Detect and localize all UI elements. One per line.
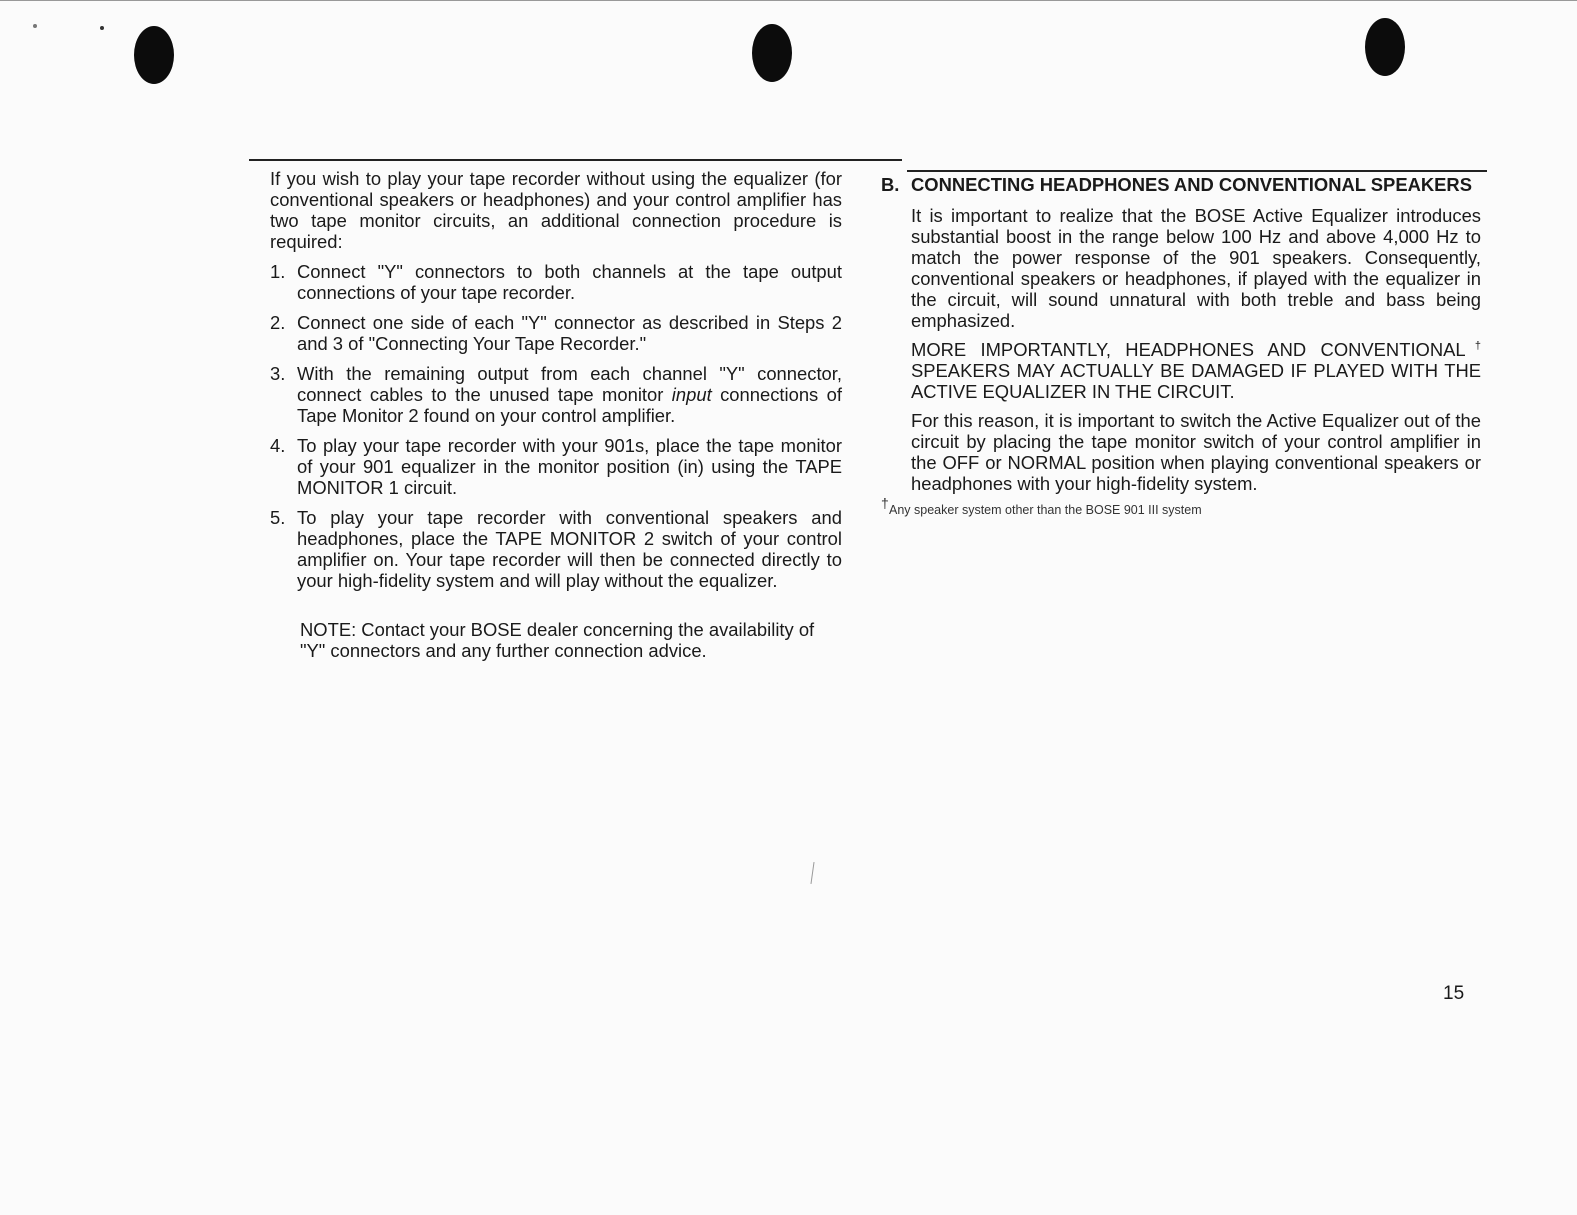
step-text-italic: input bbox=[671, 384, 712, 405]
warning-text-end: SPEAKERS MAY ACTUALLY BE DAMAGED IF PLAYED WITH THE ACTIVE EQUALIZER IN THE CIRCUIT. bbox=[911, 360, 1481, 402]
binder-hole-left bbox=[134, 26, 174, 84]
footnote-dagger: † bbox=[881, 495, 889, 511]
procedure-steps bbox=[270, 261, 842, 591]
step-number: 1. bbox=[270, 261, 286, 282]
page-number: 15 bbox=[1443, 983, 1465, 1004]
speck-mark bbox=[100, 26, 104, 30]
step-item bbox=[270, 312, 842, 354]
step-text: Connect "Y" connectors to both channels at the tape output connections of your tape recorder. bbox=[297, 261, 842, 303]
section-title: CONNECTING HEADPHONES AND CONVENTIONAL SPEAKERS bbox=[911, 174, 1472, 195]
step-number: 3. bbox=[270, 363, 286, 384]
note-text: NOTE: Contact your BOSE dealer concerning the availability of "Y" connectors and any further connection advice. bbox=[300, 619, 815, 661]
section-letter: B. bbox=[881, 174, 900, 195]
step-text-before: With the remaining output from each channel "Y" connector, connect cables to the unused tape monitor bbox=[297, 363, 842, 405]
footnote-text: Any speaker system other than the BOSE 901 III system bbox=[889, 503, 1202, 517]
note-block bbox=[300, 619, 842, 661]
step-item bbox=[270, 363, 842, 426]
left-column bbox=[270, 168, 842, 661]
dagger-mark: † bbox=[1465, 340, 1481, 352]
binder-hole-right bbox=[1365, 18, 1405, 76]
footnote bbox=[881, 495, 1481, 518]
warning-paragraph bbox=[881, 339, 1481, 402]
top-rule-left bbox=[249, 159, 902, 161]
step-item bbox=[270, 435, 842, 498]
top-border bbox=[0, 0, 1577, 1]
step-text: To play your tape recorder with your 901s, place the tape monitor of your 901 equalizer in the monitor position (in) using the TAPE MONITOR 1 circuit. bbox=[297, 435, 842, 498]
step-item bbox=[270, 507, 842, 591]
step-number: 4. bbox=[270, 435, 286, 456]
intro-paragraph: If you wish to play your tape recorder without using the equalizer (for conventional speakers or headphones) and your control amplifier has two tape monitor circuits, an additional connection procedure is required: bbox=[270, 168, 842, 252]
stray-mark bbox=[810, 862, 814, 884]
step-item bbox=[270, 261, 842, 303]
step-text-after: connections of Tape Monitor 2 found on your control amplifier. bbox=[297, 384, 842, 426]
speck-mark bbox=[33, 24, 37, 28]
step-text: To play your tape recorder with conventional speakers and headphones, place the TAPE MONITOR 2 switch of your control amplifier on. Your tape recorder will then be connected directly to your high-fidelity system and will play without the equalizer. bbox=[297, 507, 842, 591]
warning-text-start: MORE IMPORTANTLY, HEADPHONES AND CONVENTIONAL bbox=[911, 339, 1466, 360]
section-heading bbox=[881, 174, 1481, 195]
instruction-paragraph: For this reason, it is important to switch the Active Equalizer out of the circuit by placing the tape monitor switch of your control amplifier in the OFF or NORMAL position when playing conventional speakers or headphones with your high-fidelity system. bbox=[911, 410, 1481, 494]
right-column bbox=[881, 174, 1481, 518]
step-number: 2. bbox=[270, 312, 286, 333]
explanation-paragraph: It is important to realize that the BOSE Active Equalizer introduces substantial boost in the range below 100 Hz and above 4,000 Hz to match the power response of the 901 speakers. Consequently, conventional speakers or headphones, if played with the equalizer in the circuit, will sound unnatural with both treble and bass being emphasized. bbox=[911, 205, 1481, 331]
binder-hole-center bbox=[752, 24, 792, 82]
top-rule-right bbox=[907, 170, 1487, 172]
step-text: Connect one side of each "Y" connector as described in Steps 2 and 3 of "Connecting Your Tape Recorder." bbox=[297, 312, 842, 354]
step-number: 5. bbox=[270, 507, 286, 528]
